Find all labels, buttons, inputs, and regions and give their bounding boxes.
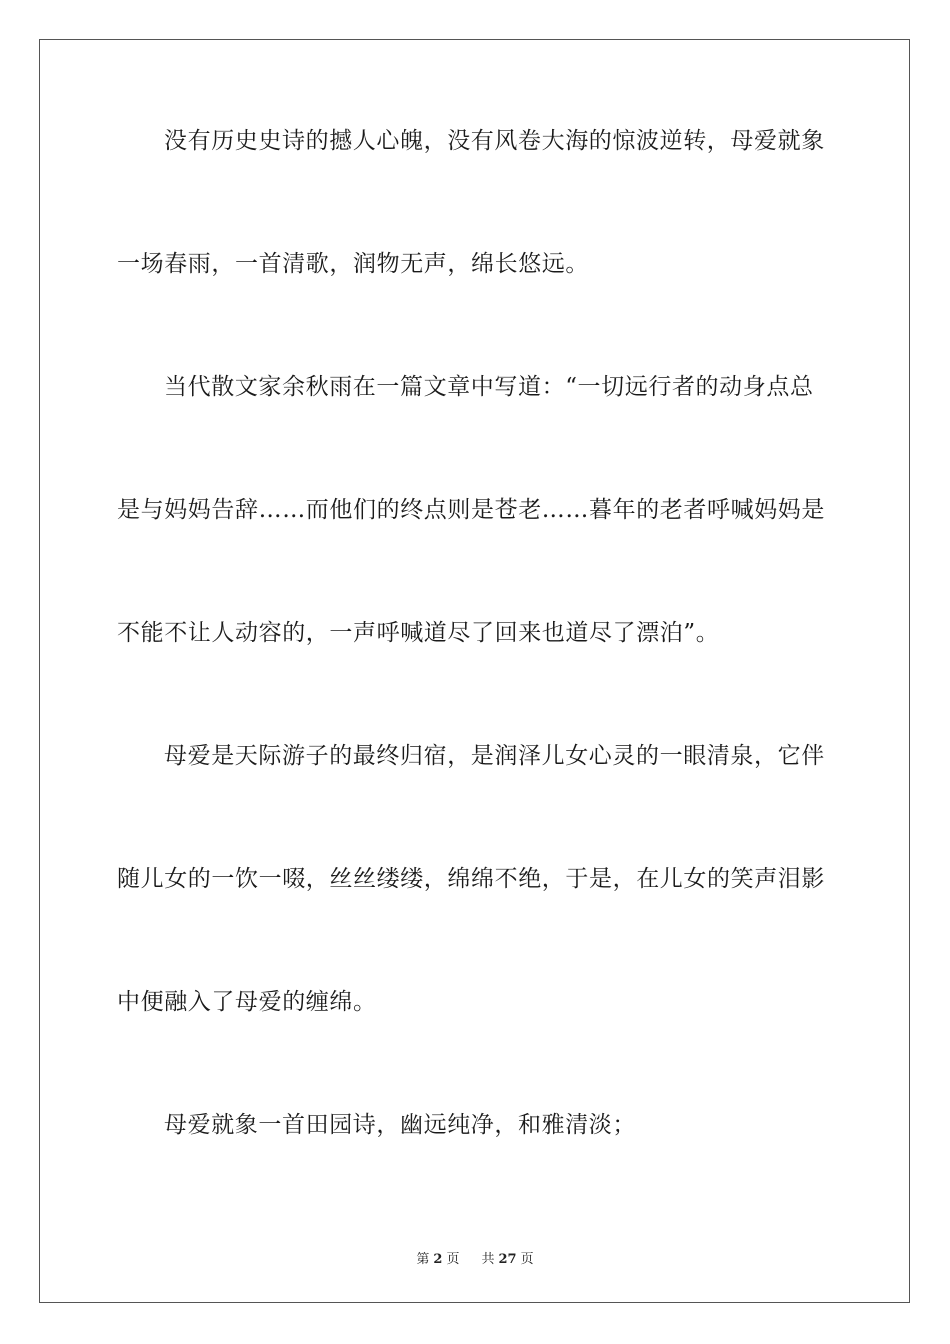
page-suffix: 页: [446, 1252, 460, 1267]
paragraph-1-line-1: 没有历史史诗的撼人心魄，没有风卷大海的惊波逆转，母爱就象: [164, 128, 825, 154]
paragraph-2-line-1: 当代散文家余秋雨在一篇文章中写道：“一切远行者的动身点总: [164, 374, 814, 400]
page-number: 2: [433, 1252, 443, 1267]
paragraph-2-line-2: 是与妈妈告辞……而他们的终点则是苍老……暮年的老者呼喊妈妈是: [117, 497, 825, 523]
document-body: [117, 126, 837, 1233]
paragraph-3-line-1: 母爱是天际游子的最终归宿，是润泽儿女心灵的一眼清泉，它伴: [164, 743, 825, 769]
paragraph-1-line-2: 一场春雨，一首清歌，润物无声，绵长悠远。: [117, 251, 589, 277]
total-pages: 27: [498, 1252, 517, 1267]
paragraph-4-line-1: 母爱就象一首田园诗，幽远纯净，和雅清淡；: [164, 1112, 636, 1138]
page-prefix: 第: [416, 1252, 430, 1267]
paragraph-2-line-3: 不能不让人动容的，一声呼喊道尽了回来也道尽了漂泊”。: [117, 620, 720, 646]
total-suffix: 页: [520, 1252, 534, 1267]
page-footer: [0, 1248, 950, 1267]
paragraph-3-line-3: 中便融入了母爱的缠绵。: [117, 989, 377, 1015]
total-prefix: 共: [481, 1252, 495, 1267]
paragraph-3-line-2: 随儿女的一饮一啜，丝丝缕缕，绵绵不绝，于是，在儿女的笑声泪影: [117, 866, 825, 892]
